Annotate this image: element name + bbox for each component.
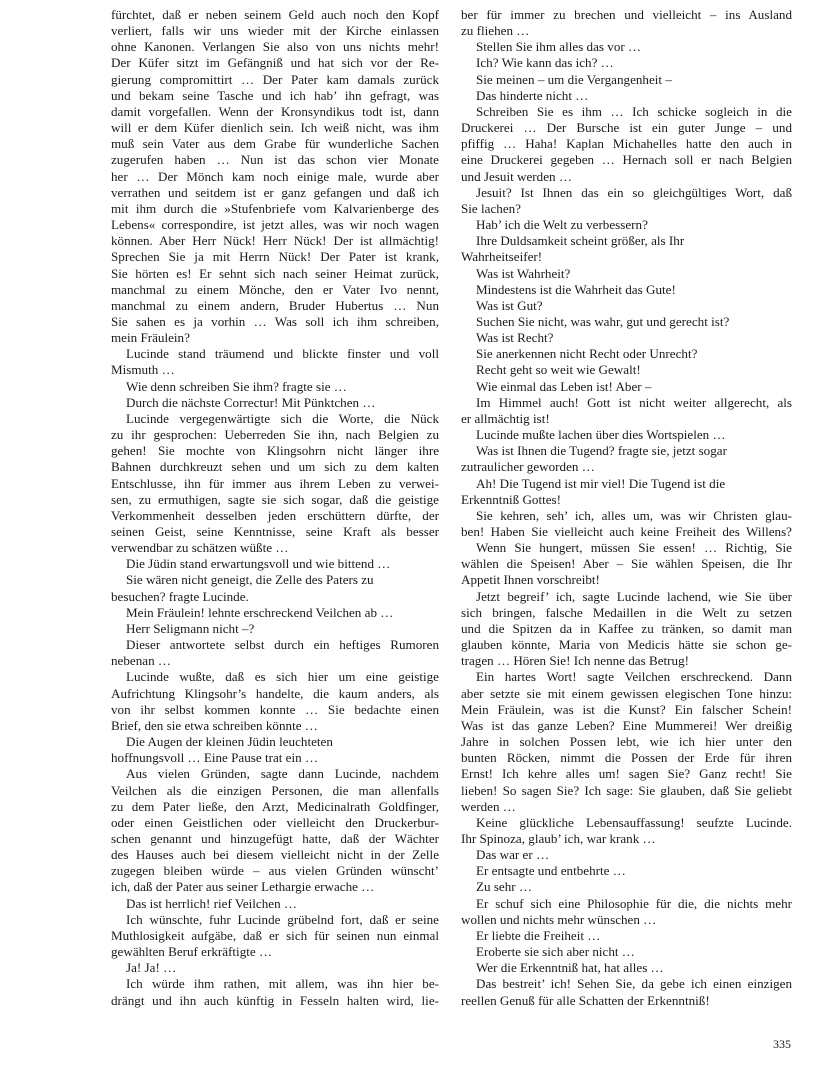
text-line: Sie meinen – um die Vergangenheit – <box>476 71 672 87</box>
text-line: Eroberte sie sich aber nicht … <box>476 944 635 960</box>
text-line: Druckerei … Der Bursche ist ein guter Junge – und <box>461 120 792 136</box>
text-line: Die Jüdin stand erwartungsvoll und wie bittend … <box>126 556 391 572</box>
text-line: Ich würde ihm rathen, mit allem, was ihn hier be- <box>126 976 439 992</box>
text-line: Zu sehr … <box>476 879 533 895</box>
right-text-column <box>461 7 792 1009</box>
text-line: Ah! Die Tugend ist mir viel! Die Tugend ist die <box>476 475 726 491</box>
text-line: Appetit Ihnen vorschreibt! <box>461 572 600 588</box>
text-line: wollen und nichts mehr wünschen … <box>461 911 657 927</box>
text-line: Wenn Sie hungert, müssen Sie essen! … Richtig, Sie <box>476 540 792 556</box>
text-line: bunten Röcken, nimmt die Possen der Erde für ihren <box>461 750 792 766</box>
text-line: manchmal zu einem Mönche, den er Vater Ivo nennt, <box>111 281 439 297</box>
text-line: und die Spitzen da in Kaffee zu tränken, so damit man <box>461 620 792 636</box>
text-line: Ja! Ja! … <box>126 960 177 976</box>
text-line: Lucinde mußte lachen über dies Wortspielen … <box>476 427 726 443</box>
text-line: Erkenntniß Gottes! <box>461 491 561 507</box>
text-line: von ihr selbst kommen konnte … Sie bedachte einen <box>111 701 439 717</box>
text-line: zugegen bleiben würde – aus vielen Gründen wünscht’ <box>111 863 439 879</box>
text-line: Sie sahen es ja vorhin … Was soll ich ihm schreiben, <box>111 313 439 329</box>
text-line: Bahnen durchkreuzt sehen und um sich zu dem kalten <box>111 459 439 475</box>
text-line: Ich wünschte, fuhr Lucinde grübelnd fort, daß er seine <box>126 911 439 927</box>
text-line: Lebens« correspondire, ist jetzt alles, was wir noch wagen <box>111 217 439 233</box>
text-line: Das bestreit’ ich! Sehen Sie, da gebe ich einen einzigen <box>476 976 792 992</box>
text-line: ohne Kanonen. Verlangen Sie also von uns nichts mehr! <box>111 39 439 55</box>
text-line: Das hinderte nicht … <box>476 87 589 103</box>
text-line: mein Fräulein? <box>111 330 190 346</box>
text-line: Er schuf sich eine Philosophie für die, die nichts mehr <box>476 895 792 911</box>
text-line: ich, daß der Pater aus seiner Lethargie erwache … <box>111 879 375 895</box>
text-line: Keine glückliche Lebensauffassung! seufzte Lucinde. <box>476 814 792 830</box>
text-line: Was ist Ihnen die Tugend? fragte sie, jetzt sogar <box>476 443 727 459</box>
text-line: Sprechen Sie ja mit Herrn Nück! Der Pater ist krank, <box>111 249 439 265</box>
text-line: Mismuth … <box>111 362 175 378</box>
text-line: zutraulicher geworden … <box>461 459 595 475</box>
text-line: Durch die nächste Correctur! Mit Pünktchen … <box>126 394 376 410</box>
text-line: Die Augen der kleinen Jüdin leuchteten <box>126 734 333 750</box>
text-line: Muthlosigkeit aufgäbe, daß er sich für seinen nun einmal <box>111 927 439 943</box>
text-line: sen, zu ermuthigen, sagte sie sich sogar, daß die geistige <box>111 491 439 507</box>
text-line: Jetzt begreif’ ich, sagte Lucinde lachend, wie Sie über <box>476 588 792 604</box>
text-line: Sie wären nicht geneigt, die Zelle des Paters zu <box>126 572 374 588</box>
text-line: muß sein Vater aus dem Grabe für wunderliche Sachen <box>111 136 439 152</box>
text-line: Veilchen als die einzigen Personen, die man allenfalls <box>111 782 439 798</box>
text-line: gewählten Beruf erkräftigte … <box>111 944 273 960</box>
text-line: Aufrichtung Klingsohr’s handelte, die kaum anders, als <box>111 685 439 701</box>
text-line: Mindestens ist die Wahrheit das Gute! <box>476 281 676 297</box>
text-line: Im Himmel auch! Gott ist nicht weiter allgerecht, als <box>476 394 792 410</box>
text-line: er allmächtig ist! <box>461 410 550 426</box>
text-line: Was ist Wahrheit? <box>476 265 571 281</box>
text-line: hoffnungsvoll … Eine Pause trat ein … <box>111 750 319 766</box>
text-line: glauben könnte, Maria von Medicis hätte sie schon ge- <box>461 637 792 653</box>
page-number: 335 <box>773 1037 791 1051</box>
text-line: Suchen Sie nicht, was wahr, gut und gerecht ist? <box>476 313 730 329</box>
text-line: Dieser antwortete selbst durch ein heftiges Rumoren <box>126 637 439 653</box>
text-line: Sie anerkennen nicht Recht oder Unrecht? <box>476 346 698 362</box>
text-line: sich bringen, falsche Medaillen in die Welt zu setzen <box>461 604 792 620</box>
text-line: Ich? Wie kann das ich? … <box>476 55 614 71</box>
text-line: Was ist das ganze Leben? Eine Mummerei! Wer dreißig <box>461 717 792 733</box>
text-line: Sie lachen? <box>461 200 521 216</box>
text-line: verliert, falls wir uns wieder mit der Kirche einlassen <box>111 23 439 39</box>
text-line: Der Küfer sitzt im Gefängniß und hat sich vor der Re- <box>111 55 439 71</box>
text-line: oder einen Geistlichen oder vielleicht den Druckerbur- <box>111 814 439 830</box>
text-line: Lucinde vergegenwärtigte sich die Worte, die Nück <box>126 410 439 426</box>
text-line: will er dem Küfer dienlich sein. Ich weiß nicht, was ihm <box>111 120 439 136</box>
text-line: Mein Fräulein, was ist die Kunst? Ein falscher Schein! <box>461 701 792 717</box>
text-line: Ernst! Ich kehre alles um! sagen Sie? Ganz recht! Sie <box>461 766 792 782</box>
text-line: gehen! Sie mochte von Klingsohrn nicht länger ihre <box>111 443 439 459</box>
text-line: Aus vielen Gründen, sagte dann Lucinde, nachdem <box>126 766 439 782</box>
text-line: können. Aber Herr Nück! Herr Nück! Der ist allmächtig! <box>111 233 439 249</box>
text-line: Ihre Duldsamkeit scheint größer, als Ihr <box>476 233 685 249</box>
text-line: nebenan … <box>111 653 171 669</box>
text-line: Recht geht so weit wie Gewalt! <box>476 362 641 378</box>
text-line: eine Druckerei gegeben … Hernach soll er nach Belgien <box>461 152 792 168</box>
text-line: Mein Fräulein! lehnte erschreckend Veilchen ab … <box>126 604 394 620</box>
text-line: ben! Haben Sie vielleicht auch keine Freiheit des Willens? <box>461 524 792 539</box>
text-line: drängt und ihn auch künftig in Fesseln halten wird, lie- <box>111 992 439 1008</box>
text-line: Wie einmal das Leben ist! Aber – <box>476 378 652 394</box>
text-line: Er entsagte und entbehrte … <box>476 863 626 879</box>
text-line: gierung compromittirt … Der Pater kam damals zurück <box>111 71 439 87</box>
text-line: manchmal zu einem andern, Bruder Hubertus … Nun <box>111 297 439 313</box>
text-line: Sie hörten es! Er sehnt sich nach seiner Heimat zurück, <box>111 265 439 281</box>
text-line: Stellen Sie ihm alles das vor … <box>476 39 642 55</box>
text-line: damit vorgefallen. Wenn der Kronsyndikus todt ist, dann <box>111 103 439 119</box>
text-line: aber setzte sie mit einem gewissen elegischen Tone hinzu: <box>461 685 792 701</box>
text-line: Wer die Erkenntniß hat, hat alles … <box>476 960 664 976</box>
text-line: Hab’ ich die Welt zu verbessern? <box>476 217 648 233</box>
text-line: Lucinde wußte, daß es sich hier um eine geistige <box>126 669 439 685</box>
text-line: fürchtet, daß er neben seinem Geld auch noch den Kopf <box>111 7 439 22</box>
text-line: Was ist Gut? <box>476 297 543 313</box>
text-line: Jahre in solchen Possen lebt, wie ich hier unter den <box>461 734 792 750</box>
text-line: schen genannt und hinzugefügt hatte, daß der Wächter <box>111 830 439 846</box>
text-line: lieben! So sagen Sie? Ich sage: Sie glauben, daß Sie geliebt <box>461 782 792 798</box>
text-line: verrathen und seitdem ist er ganz gefangen und daß ich <box>111 184 439 200</box>
text-line: Verkommenheit desselben jeden erschüttern dürfte, der <box>111 507 439 523</box>
text-line: ber für immer zu brechen und vielleicht – ins Ausland <box>461 7 792 22</box>
text-line: Wahrheitseifer! <box>461 249 543 265</box>
text-line: besuchen? fragte Lucinde. <box>111 588 249 604</box>
text-line: Das ist herrlich! rief Veilchen … <box>126 895 298 911</box>
text-line: wählen die Speisen! Aber – Sie wählen Speisen, die Ihr <box>461 556 792 572</box>
left-text-column <box>111 7 439 1009</box>
text-line: zu fliehen … <box>461 23 530 39</box>
text-line: und Jesuit werden … <box>461 168 572 184</box>
text-line: verwendbar zu schätzen wüßte … <box>111 540 289 556</box>
text-line: Sie kehren, seh’ ich, alles um, was wir Christen glau- <box>476 507 792 523</box>
text-line: zugerufen haben … Nun ist das schon vier Monate <box>111 152 439 168</box>
text-line: zu ihr gesprochen: Ueberreden Sie ihn, nach Belgien zu <box>111 427 439 443</box>
text-line: tragen … Hören Sie! Ich nenne das Betrug! <box>461 653 689 669</box>
text-line: Jesuit? Ist Ihnen das ein so gleichgültiges Wort, daß <box>476 184 792 200</box>
text-line: Das war er … <box>476 847 550 863</box>
text-line: des Hauses auch bei diesem vielleicht nicht in der Zelle <box>111 847 439 863</box>
text-line: Lucinde stand träumend und blickte finster und voll <box>126 346 439 362</box>
text-line: Herr Seligmann nicht –? <box>126 620 255 636</box>
text-line: Schreiben Sie es ihm … Ich schicke sogleich in die <box>476 103 792 119</box>
text-line: werden … <box>461 798 516 814</box>
text-line: und bekam seine Tasche und ich hab’ ihn gefragt, was <box>111 87 439 103</box>
text-line: Ihr Spinoza, glaub’ ich, war krank … <box>461 830 656 846</box>
text-line: Ein hartes Wort! sagte Veilchen erschreckend. Dann <box>476 669 792 685</box>
text-line: Entschlusse, ihn für immer aus ihrem Leben zu verwei- <box>111 475 439 491</box>
text-line: Wie denn schreiben Sie ihm? fragte sie … <box>126 378 347 394</box>
text-line: reellen Genuß für alle Schatten der Erkenntniß! <box>461 992 710 1008</box>
text-line: seinen Geist, seine Kenntnisse, seine Kraft als besser <box>111 524 439 539</box>
text-line: her … Der Mönch kam noch einige male, wurde aber <box>111 168 439 184</box>
text-line: Was ist Recht? <box>476 330 554 346</box>
text-line: pfiffig … Haha! Kaplan Michahelles hatte den auch in <box>461 136 792 152</box>
text-line: Brief, den sie etwa schreiben könnte … <box>111 717 318 733</box>
text-line: Er liebte die Freiheit … <box>476 927 601 943</box>
text-line: zu dem Pater ließe, den Arzt, Medicinalrath Goldfinger, <box>111 798 439 814</box>
text-line: mit ihm durch die »Stufenbriefe vom Kalvarienberge des <box>111 200 439 216</box>
